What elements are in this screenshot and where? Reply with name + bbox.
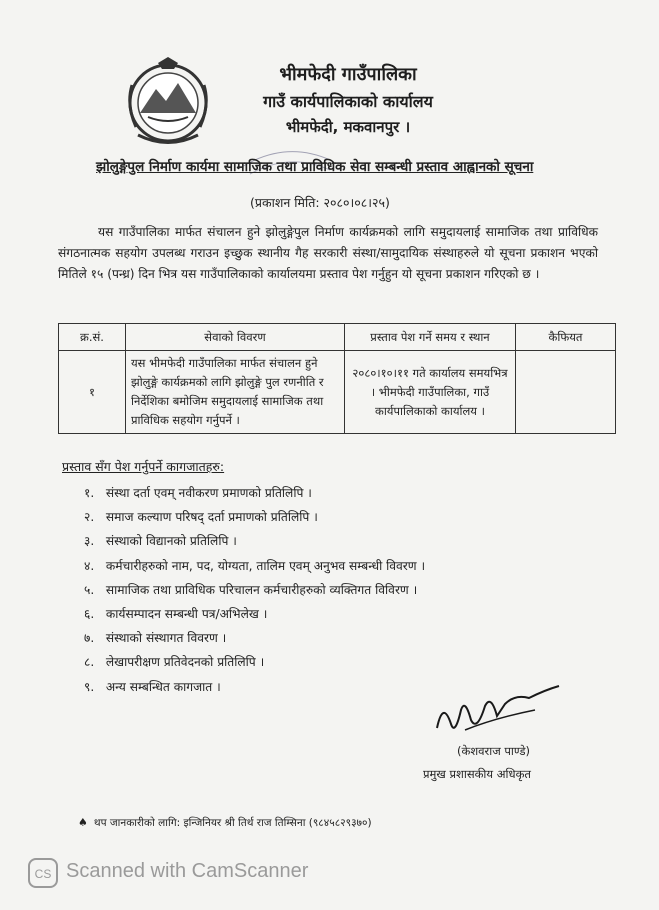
signatory-name: (केशवराज पाण्डे) <box>457 744 531 758</box>
cell-serial: १ <box>59 351 126 434</box>
list-item-text: कर्मचारीहरुको नाम, पद, योग्यता, तालिम एवम् अनुभव सम्बन्धी विवरण । <box>105 558 426 573</box>
publication-date: (प्रकाशन मिति: २०८०।०८।२५) <box>250 195 390 210</box>
list-item-number: ३. <box>84 534 95 549</box>
list-item-number: ४. <box>84 558 95 573</box>
list-item-text: संस्था दर्ता एवम् नवीकरण प्रमाणको प्रतिलिपि । <box>105 486 312 500</box>
list-item-text: सामाजिक तथा प्राविधिक परिचालन कर्मचारीहरुको व्यक्तिगत विविरण । <box>105 582 418 597</box>
list-item-number: २. <box>84 510 95 525</box>
list-item-number: ६. <box>84 606 95 621</box>
header-time-place: प्रस्ताव पेश गर्ने समय र स्थान <box>345 324 516 351</box>
list-item-text: लेखापरीक्षण प्रतिवेदनको प्रतिलिपि । <box>105 655 265 670</box>
list-item <box>84 675 425 699</box>
list-item <box>84 650 425 674</box>
list-item-text: अन्य सम्बन्धित कागजात । <box>105 679 221 694</box>
list-item-number: ७. <box>84 631 95 646</box>
footer-contact <box>78 816 372 830</box>
camscanner-logo-text: CS <box>34 867 52 881</box>
cell-service-description: यस भीमफेदी गाउँपालिका मार्फत संचालन हुने झोलुङ्गे कार्यक्रमको लागि झोलुङ्गे पुल रणनीति र निर्देशिका बमोजिम समुदायलाई सामाजिक तथा प्राविधिक सहयोग गर्नुपर्ने । <box>126 351 345 434</box>
list-item-number: ५. <box>84 582 95 597</box>
nepal-emblem-icon <box>118 55 218 150</box>
list-item <box>84 505 425 529</box>
office-name: भीमफेदी गाउँपालिका <box>279 64 417 85</box>
bullet-icon: ♠ <box>78 816 88 829</box>
list-item-text: कार्यसम्पादन सम्बन्धी पत्र/अभिलेख । <box>105 606 268 621</box>
footer-contact-text: थप जानकारीको लागि: इन्जिनियर श्री तिर्थ राज तिम्सिना (९८४५८२९३७०) <box>93 817 372 829</box>
handwritten-signature <box>425 680 565 750</box>
list-item-number: ८. <box>84 655 95 670</box>
list-item-number: ९. <box>84 679 95 694</box>
list-item <box>84 602 425 626</box>
notice-paragraph: यस गाउँपालिका मार्फत संचालन हुने झोलुङ्गेपुल निर्माण कार्यक्रमको लागि समुदायलाई सामाजिक तथा प्राविधिक संगठनात्मक सहयोग उपलब्ध गराउन इच्छुक स्थानीय गैह सरकारी संस्था/सामुदायिक संस्थाहरुले यो सूचना प्रकाशन भएको मितिले १५ (पन्ध्र) दिन भित्र यस गाउँपालिकाको कार्यालयमा प्रस्ताव पेश गर्नुहुन यो सूचना प्रकाशन गरिएको छ । <box>58 225 598 281</box>
list-item <box>84 554 425 578</box>
camscanner-watermark: Scanned with CamScanner <box>66 860 309 882</box>
table-header-row <box>59 324 616 351</box>
cell-time-place: २०८०।१०।११ गते कार्यालय समयभित्र । भीमफेदी गाउँपालिका, गाउँ कार्यपालिकाको कार्यालय । <box>345 351 516 434</box>
service-table <box>58 323 616 434</box>
documents-heading: प्रस्ताव सँग पेश गर्नुपर्ने कागजातहरु: <box>62 459 225 474</box>
signatory-title: प्रमुख प्रशासकीय अधिकृत <box>423 767 531 781</box>
header-serial: क्र.सं. <box>59 324 126 351</box>
list-item <box>84 578 425 602</box>
office-address: भीमफेदी, मकवानपुर । <box>285 118 411 136</box>
list-item <box>84 626 425 650</box>
list-item-text: समाज कल्याण परिषद् दर्ता प्रमाणको प्रतिलिपि । <box>105 510 318 525</box>
list-item-text: संस्थाको संस्थागत विवरण । <box>105 631 227 646</box>
list-item-text: संस्थाको विद्यानको प्रतिलिपि । <box>105 534 237 549</box>
camscanner-logo-icon <box>28 858 58 888</box>
list-item <box>84 481 425 505</box>
cell-remarks <box>516 351 616 434</box>
table-row <box>59 351 616 434</box>
office-subtitle: गाउँ कार्यपालिकाको कार्यालय <box>263 92 433 111</box>
list-item <box>84 529 425 553</box>
header-service-description: सेवाको विवरण <box>126 324 345 351</box>
header-remarks: कैफियत <box>516 324 616 351</box>
documents-list <box>84 481 425 699</box>
list-item-number: १. <box>84 486 95 500</box>
notice-title: झोलुङ्गेपुल निर्माण कार्यमा सामाजिक तथा प्राविधिक सेवा सम्बन्धी प्रस्ताव आह्वानको सूचना <box>96 159 534 175</box>
